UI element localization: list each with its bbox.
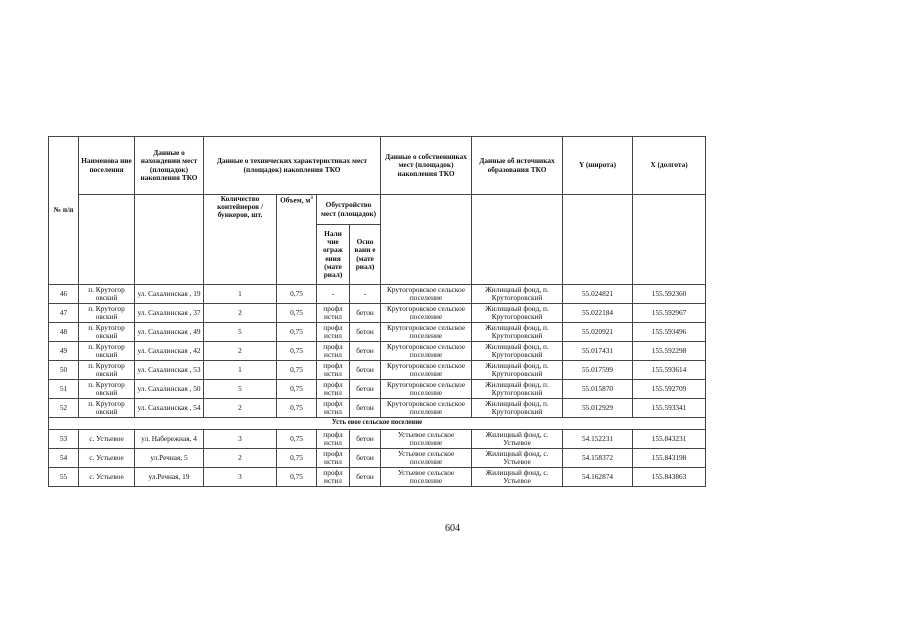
header-empty-settlement (79, 195, 135, 285)
row-settlement: с. Устьевое (79, 468, 135, 487)
row-number: 46 (49, 285, 79, 304)
row-lon: 155.592298 (633, 342, 706, 361)
row-number: 48 (49, 323, 79, 342)
header-count: Количество контейнеров / бункеров, шт. (204, 195, 277, 285)
row-fence: профл истил (317, 361, 350, 380)
row-number: 51 (49, 380, 79, 399)
row-source: Жилищный фонд, п. Крутогоровский (472, 323, 563, 342)
header-fence: Нали чие ограж ения (мате риал) (317, 225, 350, 285)
row-base: бетон (350, 449, 381, 468)
row-source: Жилищный фонд, п. Крутогоровский (472, 304, 563, 323)
row-base: бетон (350, 380, 381, 399)
row-lat: 54.162874 (563, 468, 633, 487)
row-fence: профл истил (317, 430, 350, 449)
row-settlement: п. Крутогор овский (79, 399, 135, 418)
row-address: ул.Речная, 5 (135, 449, 204, 468)
row-source: Жилищный фонд, п. Крутогоровский (472, 285, 563, 304)
table-row (49, 468, 706, 487)
page-number: 604 (445, 523, 460, 534)
row-fence: профл истил (317, 468, 350, 487)
rows-krutogorovskoe (49, 285, 706, 418)
header-empty-location (135, 195, 204, 285)
row-fence: профл истил (317, 342, 350, 361)
row-lon: 155.592967 (633, 304, 706, 323)
rows-ustevoe (49, 430, 706, 487)
row-volume: 0,75 (277, 380, 317, 399)
row-source: Жилищный фонд, п. Крутогоровский (472, 361, 563, 380)
row-count: 2 (204, 342, 277, 361)
row-count: 3 (204, 430, 277, 449)
header-empty-lon (633, 195, 706, 285)
row-address: ул. Сахалинская , 49 (135, 323, 204, 342)
row-address: ул. Сахалинская , 53 (135, 361, 204, 380)
row-base: бетон (350, 399, 381, 418)
row-volume: 0,75 (277, 468, 317, 487)
row-lat: 55.012929 (563, 399, 633, 418)
table-row (49, 380, 706, 399)
row-fence: профл истил (317, 449, 350, 468)
row-lon: 155.843231 (633, 430, 706, 449)
row-fence: - (317, 285, 350, 304)
row-count: 5 (204, 323, 277, 342)
row-lon: 155.843863 (633, 468, 706, 487)
row-settlement: п. Крутогор овский (79, 285, 135, 304)
row-count: 5 (204, 380, 277, 399)
row-base: бетон (350, 468, 381, 487)
row-volume: 0,75 (277, 361, 317, 380)
row-lat: 55.017431 (563, 342, 633, 361)
row-owner: Устьевое сельское поселение (381, 430, 472, 449)
section-row-group (49, 418, 706, 430)
row-source: Жилищный фонд, п. Крутогоровский (472, 342, 563, 361)
row-source: Жилищный фонд, с. Устьевое (472, 449, 563, 468)
header-volume: Объем, $м^3$ (277, 195, 317, 285)
row-lon: 155.592709 (633, 380, 706, 399)
row-fence: профл истил (317, 380, 350, 399)
row-lat: 55.020921 (563, 323, 633, 342)
row-number: 49 (49, 342, 79, 361)
row-number: 50 (49, 361, 79, 380)
header-empty-owners (381, 195, 472, 285)
row-count: 3 (204, 468, 277, 487)
header-settlement: Наименова ние поселения (79, 137, 135, 195)
row-lon: 155.593614 (633, 361, 706, 380)
row-owner: Крутогоровское сельское поселение (381, 399, 472, 418)
header-equip: Обустройство мест (площадок) (317, 195, 381, 225)
row-source: Жилищный фонд, с. Устьевое (472, 468, 563, 487)
row-volume: 0,75 (277, 323, 317, 342)
header-lon: X (долгота) (633, 137, 706, 195)
row-settlement: п. Крутогор овский (79, 304, 135, 323)
row-settlement: с. Устьевое (79, 449, 135, 468)
row-fence: профл истил (317, 304, 350, 323)
header-num: № п/п (49, 137, 79, 285)
row-count: 2 (204, 304, 277, 323)
row-source: Жилищный фонд, с. Устьевое (472, 430, 563, 449)
row-lat: 55.024821 (563, 285, 633, 304)
row-number: 47 (49, 304, 79, 323)
header-owners: Данные о собственниках мест (площадок) накопления ТКО (381, 137, 472, 195)
row-address: ул. Сахалинская , 19 (135, 285, 204, 304)
row-address: ул. Сахалинская , 50 (135, 380, 204, 399)
row-count: 1 (204, 285, 277, 304)
header-empty-lat (563, 195, 633, 285)
row-lat: 54.152231 (563, 430, 633, 449)
row-fence: профл истил (317, 323, 350, 342)
table-row (49, 361, 706, 380)
row-volume: 0,75 (277, 285, 317, 304)
header-location: Данные о нахождении мест (площадок) накопления ТКО (135, 137, 204, 195)
row-volume: 0,75 (277, 449, 317, 468)
row-owner: Крутогоровское сельское поселение (381, 323, 472, 342)
table-row (49, 399, 706, 418)
row-lat: 55.015870 (563, 380, 633, 399)
row-base: - (350, 285, 381, 304)
header-tech: Данные о технических характеристиках мест (площадок) накопления ТКО (204, 137, 381, 195)
section-title: Усть евое сельское поселение (49, 418, 706, 430)
table-row (49, 342, 706, 361)
table-row (49, 285, 706, 304)
row-source: Жилищный фонд, п. Крутогоровский (472, 380, 563, 399)
row-settlement: с. Устьевое (79, 430, 135, 449)
row-base: бетон (350, 304, 381, 323)
row-number: 54 (49, 449, 79, 468)
row-source: Жилищный фонд, п. Крутогоровский (472, 399, 563, 418)
row-lon: 155.593496 (633, 323, 706, 342)
row-fence: профл истил (317, 399, 350, 418)
header-base: Осно вани е (мате риал) (350, 225, 381, 285)
row-settlement: п. Крутогор овский (79, 342, 135, 361)
header-lat: Y (широта) (563, 137, 633, 195)
row-number: 52 (49, 399, 79, 418)
table-row (49, 323, 706, 342)
row-settlement: п. Крутогор овский (79, 380, 135, 399)
table-row (49, 449, 706, 468)
row-address: ул. Сахалинская , 37 (135, 304, 204, 323)
header-sources: Данные об источниках образования ТКО (472, 137, 563, 195)
row-base: бетон (350, 361, 381, 380)
row-volume: 0,75 (277, 399, 317, 418)
row-owner: Крутогоровское сельское поселение (381, 361, 472, 380)
row-count: 1 (204, 361, 277, 380)
row-count: 2 (204, 449, 277, 468)
row-owner: Крутогоровское сельское поселение (381, 380, 472, 399)
row-address: ул. Набережная, 4 (135, 430, 204, 449)
table-row (49, 304, 706, 323)
row-address: ул. Сахалинская , 54 (135, 399, 204, 418)
row-owner: Крутогоровское сельское поселение (381, 304, 472, 323)
row-base: бетон (350, 430, 381, 449)
row-volume: 0,75 (277, 430, 317, 449)
row-lon: 155.592360 (633, 285, 706, 304)
header-section (49, 137, 706, 285)
row-lon: 155.843198 (633, 449, 706, 468)
row-lat: 55.017599 (563, 361, 633, 380)
row-volume: 0,75 (277, 342, 317, 361)
row-volume: 0,75 (277, 304, 317, 323)
row-number: 53 (49, 430, 79, 449)
row-owner: Устьевое сельское поселение (381, 468, 472, 487)
row-count: 2 (204, 399, 277, 418)
row-lon: 155.593341 (633, 399, 706, 418)
table-row (49, 430, 706, 449)
row-owner: Крутогоровское сельское поселение (381, 285, 472, 304)
row-base: бетон (350, 342, 381, 361)
row-address: ул. Сахалинская , 42 (135, 342, 204, 361)
row-owner: Крутогоровское сельское поселение (381, 342, 472, 361)
header-empty-sources (472, 195, 563, 285)
row-lat: 55.022184 (563, 304, 633, 323)
waste-sites-table (48, 136, 706, 487)
row-address: ул.Речная, 19 (135, 468, 204, 487)
row-settlement: п. Крутогор овский (79, 323, 135, 342)
row-base: бетон (350, 323, 381, 342)
row-lat: 54.158372 (563, 449, 633, 468)
row-owner: Устьевое сельское поселение (381, 449, 472, 468)
row-settlement: п. Крутогор овский (79, 361, 135, 380)
row-number: 55 (49, 468, 79, 487)
